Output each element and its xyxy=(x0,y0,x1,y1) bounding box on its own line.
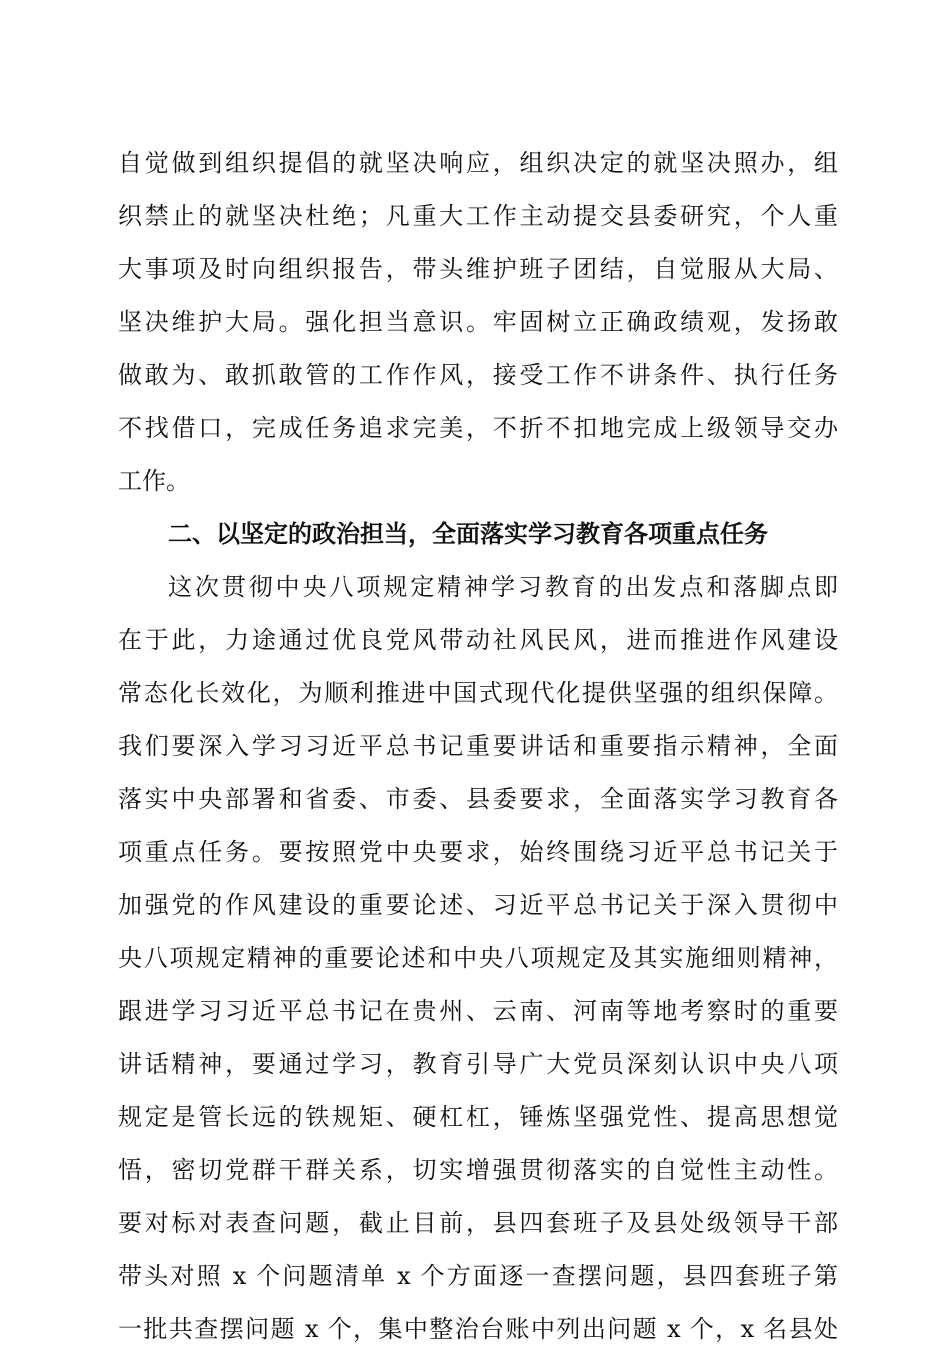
text-line: 常态化长效化，为顺利推进中国式现代化提供坚强的组织保障。 xyxy=(118,679,838,707)
paragraph-2 xyxy=(118,561,838,1356)
text-line: 大事项及时向组织报告，带头维护班子团结，自觉服从大局、 xyxy=(118,255,838,283)
text-line: 自觉做到组织提倡的就坚决响应，组织决定的就坚决照办，组 xyxy=(118,149,838,177)
paragraph-1 xyxy=(118,137,838,508)
text-line: 央八项规定精神的重要论述和中央八项规定及其实施细则精神， xyxy=(118,944,838,972)
text-line: 一批共查摆问题 x 个，集中整治台账中列出问题 x 个，x 名县处 xyxy=(118,1315,838,1343)
text-line: 这次贯彻中央八项规定精神学习教育的出发点和落脚点即 xyxy=(168,573,838,601)
text-line: 带头对照 x 个问题清单 x 个方面逐一查摆问题，县四套班子第 xyxy=(118,1262,838,1290)
text-line: 工作。 xyxy=(118,467,190,495)
section-heading: 二、以坚定的政治担当，全面落实学习教育各项重点任务 xyxy=(168,520,768,548)
text-line: 项重点任务。要按照党中央要求，始终围绕习近平总书记关于 xyxy=(118,838,838,866)
text-line: 规定是管长远的铁规矩、硬杠杠，锤炼坚强党性、提高思想觉 xyxy=(118,1103,838,1131)
text-line: 做敢为、敢抓敢管的工作作风，接受工作不讲条件、执行任务 xyxy=(118,361,838,389)
document-body xyxy=(118,137,838,1356)
text-line: 要对标对表查问题，截止目前，县四套班子及县处级领导干部 xyxy=(118,1209,838,1237)
text-line: 坚决维护大局。强化担当意识。牢固树立正确政绩观，发扬敢 xyxy=(118,308,838,336)
text-line: 悟，密切党群干群关系，切实增强贯彻落实的自觉性主动性。 xyxy=(118,1156,838,1184)
text-line: 讲话精神，要通过学习，教育引导广大党员深刻认识中央八项 xyxy=(118,1050,838,1078)
text-line: 不找借口，完成任务追求完美，不折不扣地完成上级领导交办 xyxy=(118,414,838,442)
text-line: 织禁止的就坚决杜绝；凡重大工作主动提交县委研究，个人重 xyxy=(118,202,838,230)
text-line: 在于此，力途通过优良党风带动社风民风，进而推进作风建设 xyxy=(118,626,838,654)
text-line: 我们要深入学习习近平总书记重要讲话和重要指示精神，全面 xyxy=(118,732,838,760)
text-line: 跟进学习习近平总书记在贵州、云南、河南等地考察时的重要 xyxy=(118,997,838,1025)
text-line: 加强党的作风建设的重要论述、习近平总书记关于深入贯彻中 xyxy=(118,891,838,919)
text-line: 落实中央部署和省委、市委、县委要求，全面落实学习教育各 xyxy=(118,785,838,813)
